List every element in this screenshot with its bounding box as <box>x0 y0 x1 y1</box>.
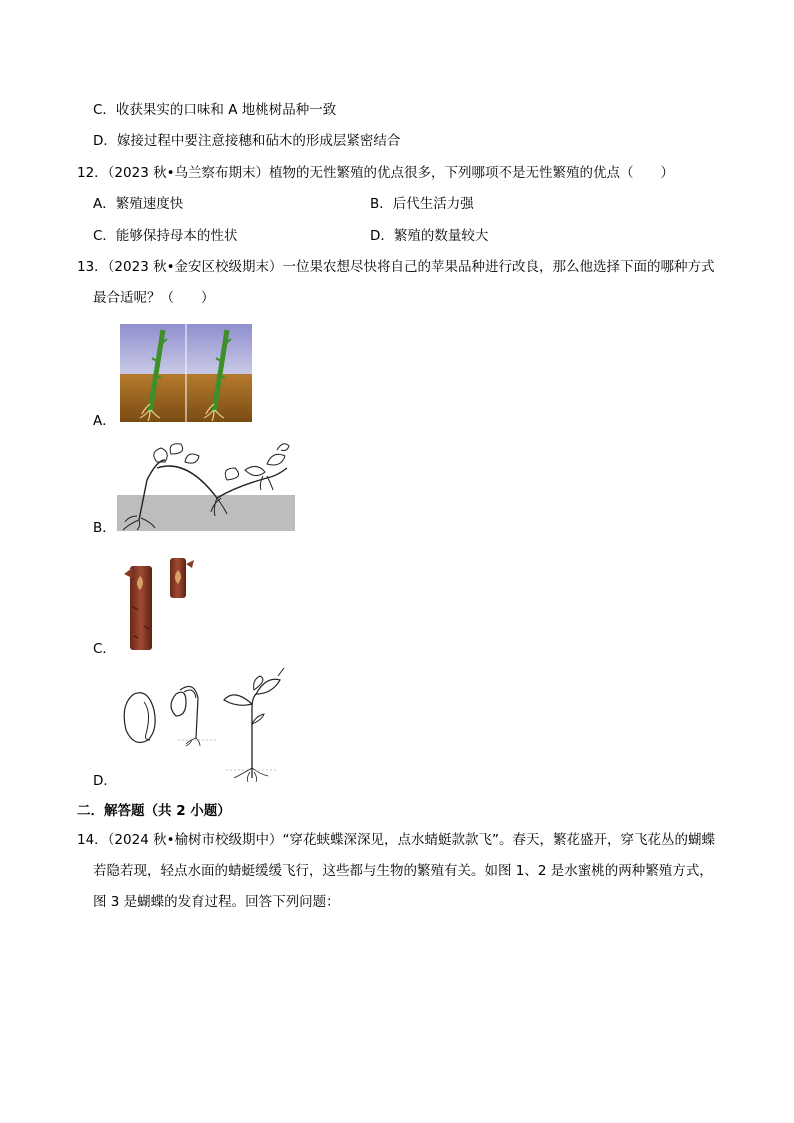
cutting-image <box>120 324 252 422</box>
q11-option-d: D．嫁接过程中要注意接穗和砧木的形成层紧密结合 <box>93 133 401 149</box>
seed-germination-image <box>118 668 298 784</box>
q12-option-c: C．能够保持母本的性状 <box>93 228 238 244</box>
q14-line3: 图 3 是蝴蝶的发育过程。回答下列问题： <box>93 894 340 910</box>
q12-option-b: B．后代生活力强 <box>370 196 474 212</box>
q13-option-b-label: B． <box>93 520 116 536</box>
section-title: 二．解答题（共 2 小题） <box>77 803 231 819</box>
q12-option-a: A．繁殖速度快 <box>93 196 184 212</box>
grafting-image <box>120 556 200 652</box>
q14-line1: 14．（2024 秋•榆树市校级期中）“穿花蛱蝶深深见，点水蜻蜓款款飞”。春天，繁花盛开，穿飞花丛的蝴蝶 <box>77 832 716 848</box>
layering-image <box>117 440 295 532</box>
q13-stem-line1: 13．（2023 秋•金安区校级期末）一位果农想尽快将自己的苹果品种进行改良，那么他选择下面的哪种方式 <box>77 259 715 275</box>
q13-option-c-label: C． <box>93 641 116 657</box>
q13-stem-line2: 最合适呢？（ ） <box>93 290 215 306</box>
q13-option-d-label: D． <box>93 773 117 789</box>
q14-line2: 若隐若现，轻点水面的蜻蜓缓缓飞行，这些都与生物的繁殖有关。如图 1、2 是水蜜桃的两种繁殖方式， <box>93 863 713 879</box>
q12-option-d: D．繁殖的数量较大 <box>370 228 489 244</box>
q11-option-c: C．收获果实的口味和 A 地桃树品种一致 <box>93 102 337 118</box>
q13-option-a-label: A． <box>93 413 116 429</box>
q12-stem: 12．（2023 秋•乌兰察布期末）植物的无性繁殖的优点很多，下列哪项不是无性繁殖的优点（ ） <box>77 165 675 181</box>
